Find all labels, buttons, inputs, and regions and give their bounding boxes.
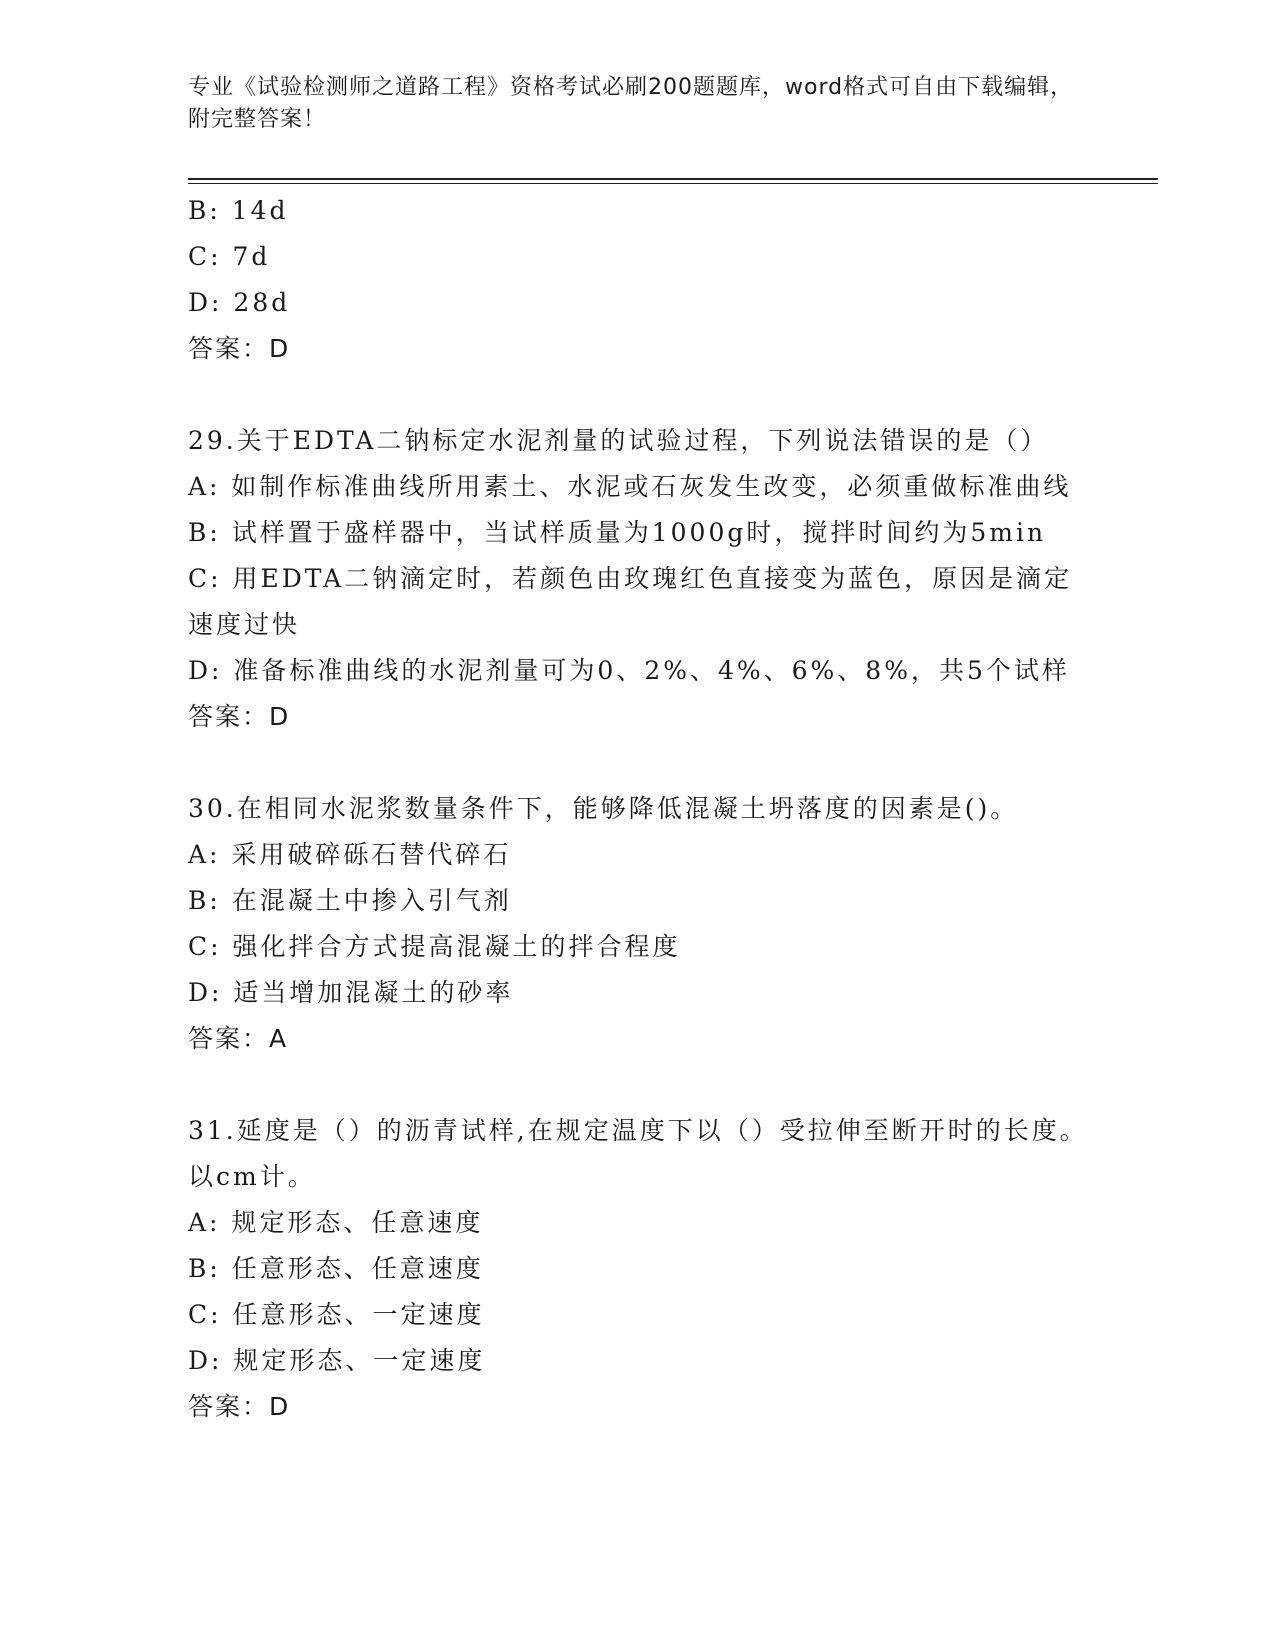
question-stem: 31.延度是（）的沥青试样,在规定温度下以（）受拉伸至断开时的长度。以cm计。 xyxy=(188,1116,1088,1191)
question-list xyxy=(188,188,1088,1430)
answer-line: 答案：D xyxy=(188,1392,291,1421)
option-c: C: 7d xyxy=(188,242,271,271)
question-stem: 30.在相同水泥浆数量条件下，能够降低混凝土坍落度的因素是()。 xyxy=(188,794,1019,823)
answer-line: 答案：D xyxy=(188,334,291,363)
question-31 xyxy=(188,1108,1088,1430)
question-partial xyxy=(188,188,1088,372)
option-b: B: 任意形态、任意速度 xyxy=(188,1254,484,1283)
question-30 xyxy=(188,786,1088,1062)
option-b: B: 试样置于盛样器中，当试样质量为1000g时，搅拌时间约为5min xyxy=(188,518,1047,547)
option-d: D: 规定形态、一定速度 xyxy=(188,1346,486,1375)
header-divider xyxy=(188,178,1158,184)
question-29 xyxy=(188,418,1088,740)
answer-line: 答案：D xyxy=(188,702,291,731)
answer-line: 答案：A xyxy=(188,1024,289,1053)
option-a: A: 如制作标准曲线所用素土、水泥或石灰发生改变，必须重做标准曲线 xyxy=(188,472,1072,501)
option-c: C: 强化拌合方式提高混凝土的拌合程度 xyxy=(188,932,681,961)
option-b: B: 在混凝土中掺入引气剂 xyxy=(188,886,512,915)
option-a: A: 采用破碎砾石替代碎石 xyxy=(188,840,512,869)
option-c: C: 任意形态、一定速度 xyxy=(188,1300,485,1329)
option-c: C: 用EDTA二钠滴定时，若颜色由玫瑰红色直接变为蓝色，原因是滴定速度过快 xyxy=(188,564,1073,639)
option-d: D: 适当增加混凝土的砂率 xyxy=(188,978,514,1007)
option-b: B: 14d xyxy=(188,196,289,225)
page-header-title: 专业《试验检测师之道路工程》资格考试必刷200题题库，word格式可自由下载编辑，附完整答案！ xyxy=(188,75,1074,132)
option-a: A: 规定形态、任意速度 xyxy=(188,1208,484,1237)
spacer xyxy=(188,372,1088,418)
spacer xyxy=(188,740,1088,786)
option-d: D: 28d xyxy=(188,288,291,317)
spacer xyxy=(188,1062,1088,1108)
question-stem: 29.关于EDTA二钠标定水泥剂量的试验过程，下列说法错误的是（） xyxy=(188,426,1049,455)
option-d: D: 准备标准曲线的水泥剂量可为0、2%、4%、6%、8%，共5个试样 xyxy=(188,656,1070,685)
